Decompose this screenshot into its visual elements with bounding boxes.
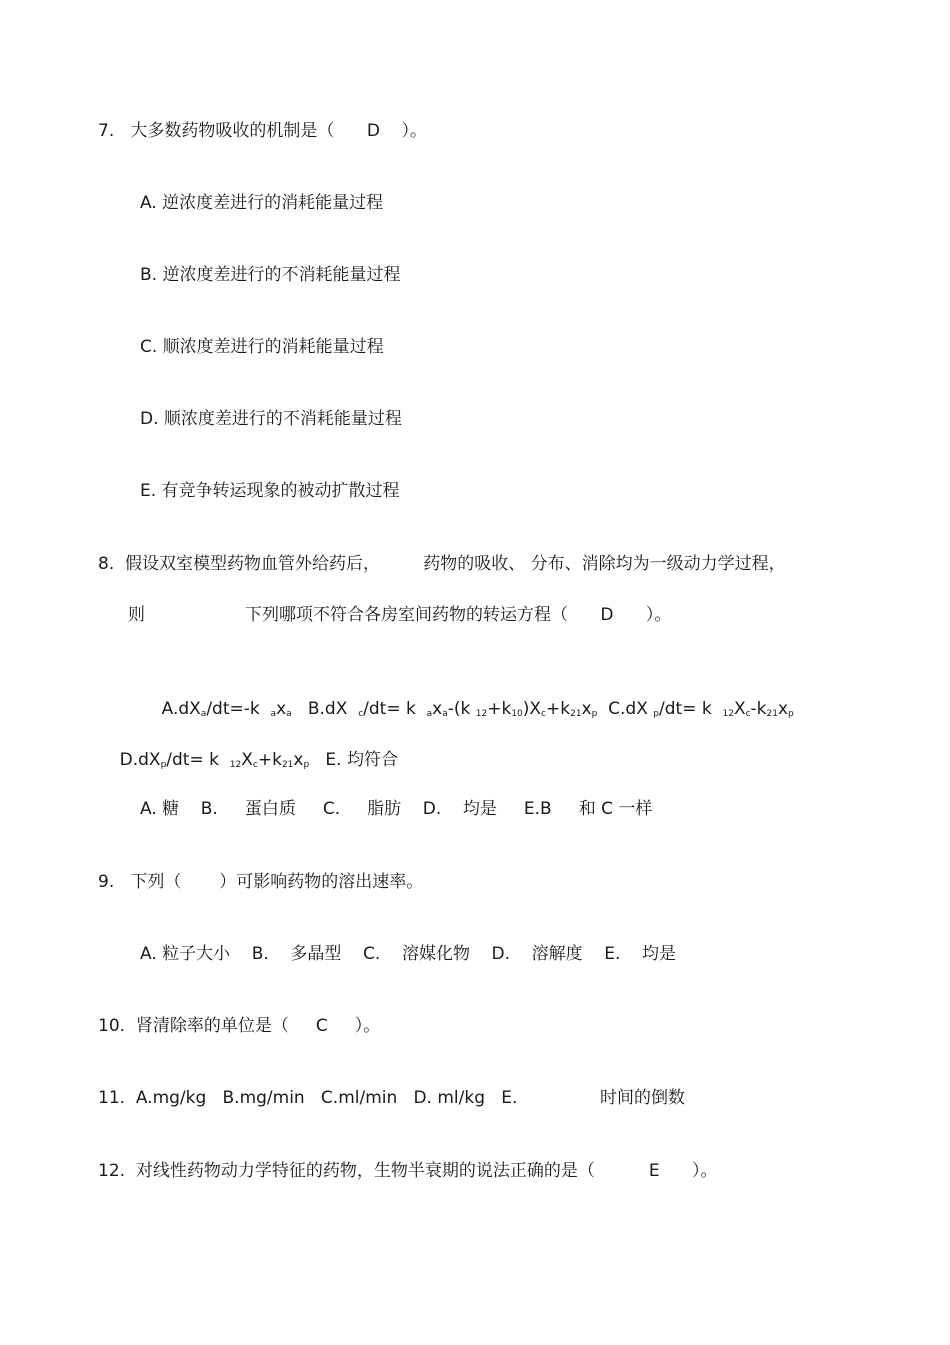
- question-9-options: A. 粒子大小 B. 多晶型 C. 溶媒化物 D. 溶解度 E. 均是: [140, 944, 677, 964]
- question-8-stem-line-1: 8. 假设双室模型药物血管外给药后， 药物的吸收、 分布、消除均为一级动力学过程，: [98, 554, 786, 574]
- question-7-stem: 7. 大多数药物吸收的机制是（ D ）。: [98, 121, 428, 141]
- equation-e: E. 均符合: [325, 750, 398, 770]
- question-8-stem-line-2: 下列哪项不符合各房室间药物的转运方程（ D ）。: [245, 605, 672, 625]
- question-8-stem-line-2-prefix: 则: [128, 605, 145, 625]
- question-12-stem: 12. 对线性药物动力学特征的药物，生物半衰期的说法正确的是（ E ）。: [98, 1161, 718, 1181]
- question-7-option-d: D. 顺浓度差进行的不消耗能量过程: [140, 409, 402, 429]
- question-8-equations-line-2: [98, 727, 398, 798]
- question-7-option-a: A. 逆浓度差进行的消耗能量过程: [140, 193, 384, 213]
- question-7-option-e: E. 有竞争转运现象的被动扩散过程: [140, 481, 400, 501]
- equation-d: $D.dX_p/dt= k$ $_{12}X_c+k_{21}x_p$: [119, 750, 310, 770]
- question-11-options: 11. A.mg/kg B.mg/min C.ml/min D. ml/kg E.: [98, 1088, 518, 1108]
- equation-a: $A.dX_a/dt=-k$ $_ax_a$: [161, 699, 292, 719]
- question-9-stem: 9. 下列（ ）可影响药物的溶出速率。: [98, 872, 424, 892]
- question-7-option-b: B. 逆浓度差进行的不消耗能量过程: [140, 265, 401, 285]
- equation-c: C.dX $_p$/dt= k $_{12}X_c-k_{21}x_p$: [608, 699, 794, 719]
- question-10-stem: 10. 肾清除率的单位是（ C ）。: [98, 1016, 381, 1036]
- question-7-option-c: C. 顺浓度差进行的消耗能量过程: [140, 337, 384, 357]
- question-8-options: A. 糖 B. 蛋白质 C. 脂肪 D. 均是 E.B 和 C 一样: [140, 799, 653, 819]
- equation-b: B.dX $_c$/dt= k $_ax_a-(k$ $_{12}+k_{10})X_c+k_{21}x_p$: [307, 699, 598, 719]
- question-11-option-e-text: 时间的倒数: [600, 1088, 685, 1108]
